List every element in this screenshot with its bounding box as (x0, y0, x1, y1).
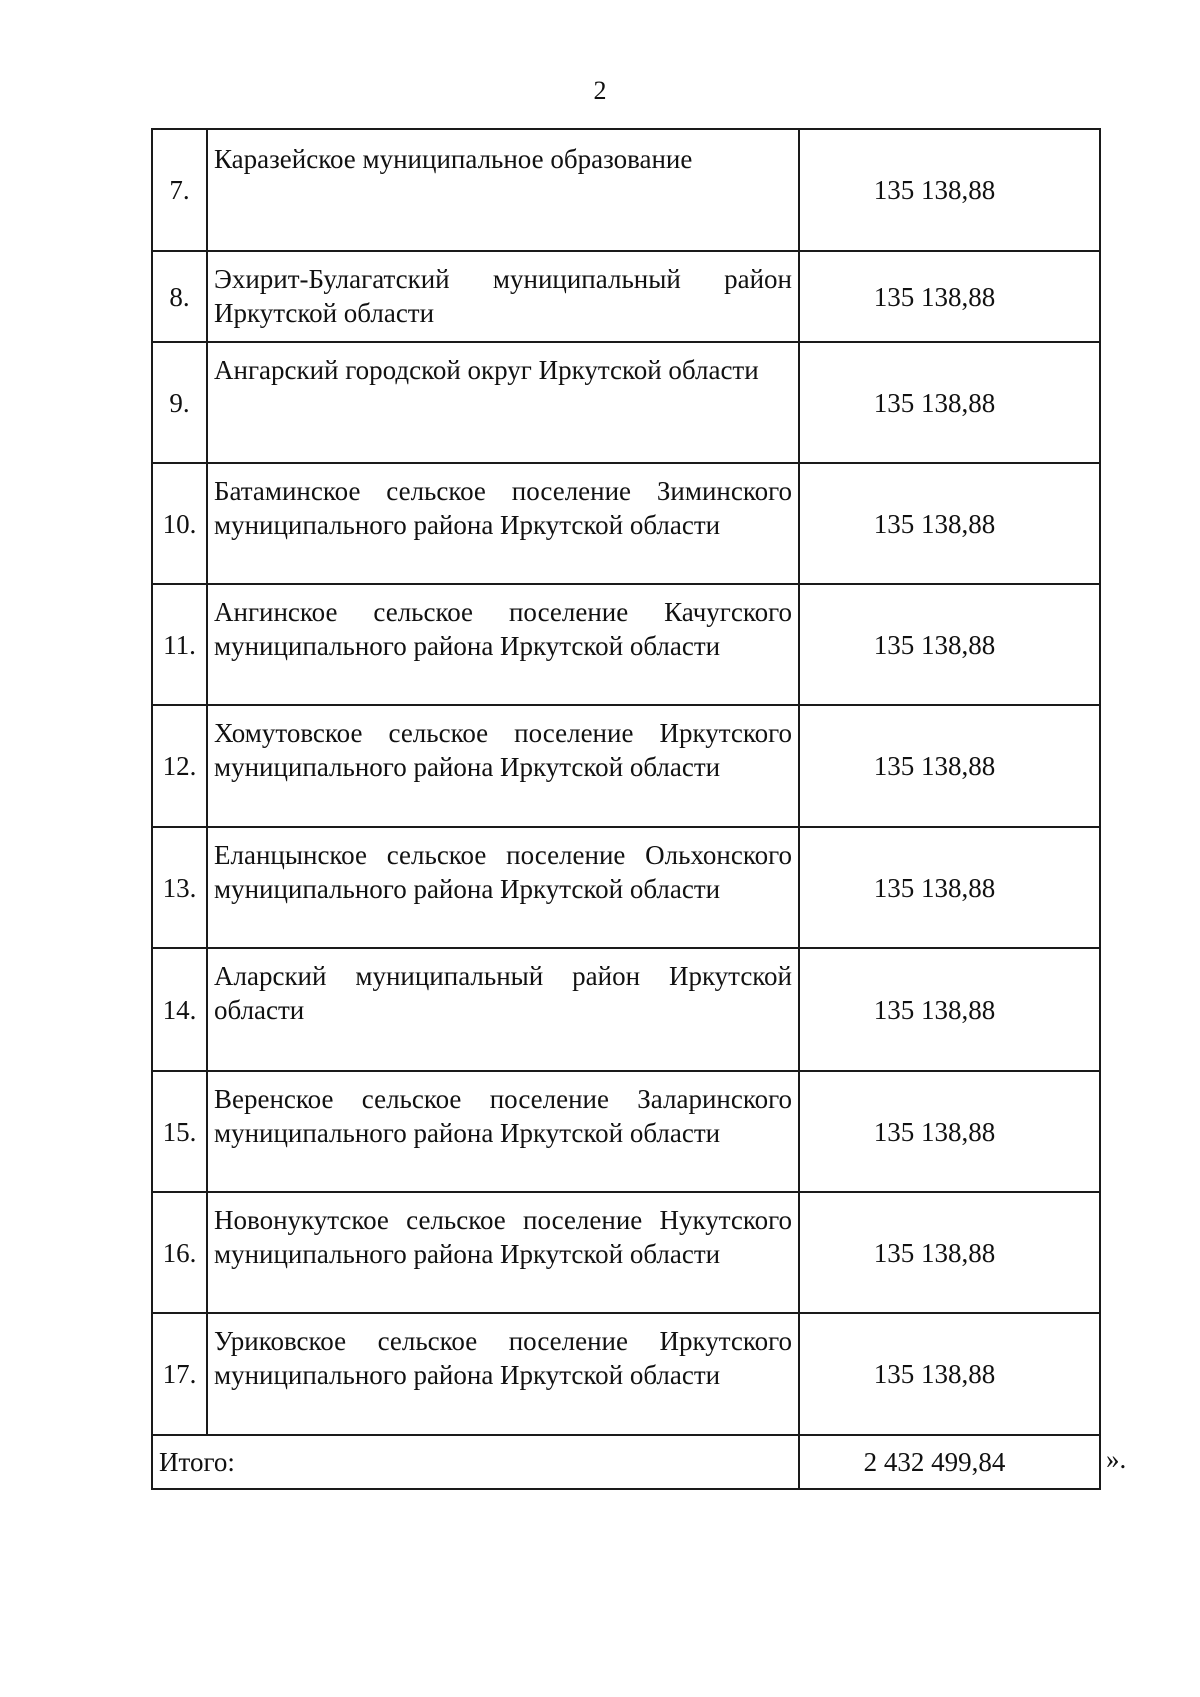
table-row (152, 1192, 1100, 1313)
table-row (152, 705, 1100, 827)
table-row (152, 342, 1100, 463)
closing-quote-mark: ». (1106, 1444, 1127, 1474)
row-amount: 135 138,88 (799, 1313, 1100, 1435)
page-number: 2 (593, 76, 607, 105)
table-row (152, 827, 1100, 948)
municipality-name: Веренское сельское поселение Заларинского муниципального района Иркутской области (207, 1071, 799, 1192)
table-row (152, 1313, 1100, 1435)
row-amount: 135 138,88 (799, 1071, 1100, 1192)
row-number: 10. (152, 463, 207, 584)
allocation-table (151, 128, 1101, 1490)
table-row (152, 251, 1100, 342)
municipality-name: Эхирит-Булагатский муниципальный район Иркутской области (207, 251, 799, 342)
table-row (152, 948, 1100, 1071)
municipality-name: Ангинское сельское поселение Качугского муниципального района Иркутской области (207, 584, 799, 705)
total-row (152, 1435, 1100, 1489)
municipality-name: Новонукутское сельское поселение Нукутского муниципального района Иркутской области (207, 1192, 799, 1313)
row-amount: 135 138,88 (799, 129, 1100, 251)
row-amount: 135 138,88 (799, 1192, 1100, 1313)
municipality-name: Еланцынское сельское поселение Ольхонского муниципального района Иркутской области (207, 827, 799, 948)
row-number: 11. (152, 584, 207, 705)
municipality-name: Каразейское муниципальное образование (207, 129, 799, 251)
row-amount: 135 138,88 (799, 463, 1100, 584)
row-amount: 135 138,88 (799, 342, 1100, 463)
row-amount: 135 138,88 (799, 827, 1100, 948)
row-number: 9. (152, 342, 207, 463)
row-number: 17. (152, 1313, 207, 1435)
row-number: 13. (152, 827, 207, 948)
table-row (152, 1071, 1100, 1192)
table-row (152, 463, 1100, 584)
row-amount: 135 138,88 (799, 584, 1100, 705)
table-row (152, 129, 1100, 251)
row-amount: 135 138,88 (799, 948, 1100, 1071)
row-amount: 135 138,88 (799, 251, 1100, 342)
municipality-name: Аларский муниципальный район Иркутской области (207, 948, 799, 1071)
row-number: 12. (152, 705, 207, 827)
municipality-name: Хомутовское сельское поселение Иркутского муниципального района Иркутской области (207, 705, 799, 827)
table-row (152, 584, 1100, 705)
total-amount: 2 432 499,84 (799, 1435, 1100, 1489)
row-number: 16. (152, 1192, 207, 1313)
municipality-name: Ангарский городской округ Иркутской области (207, 342, 799, 463)
municipality-name: Уриковское сельское поселение Иркутского муниципального района Иркутской области (207, 1313, 799, 1435)
total-label: Итого: (152, 1435, 799, 1489)
row-amount: 135 138,88 (799, 705, 1100, 827)
row-number: 14. (152, 948, 207, 1071)
row-number: 15. (152, 1071, 207, 1192)
row-number: 7. (152, 129, 207, 251)
municipality-name: Батаминское сельское поселение Зиминского муниципального района Иркутской области (207, 463, 799, 584)
row-number: 8. (152, 251, 207, 342)
